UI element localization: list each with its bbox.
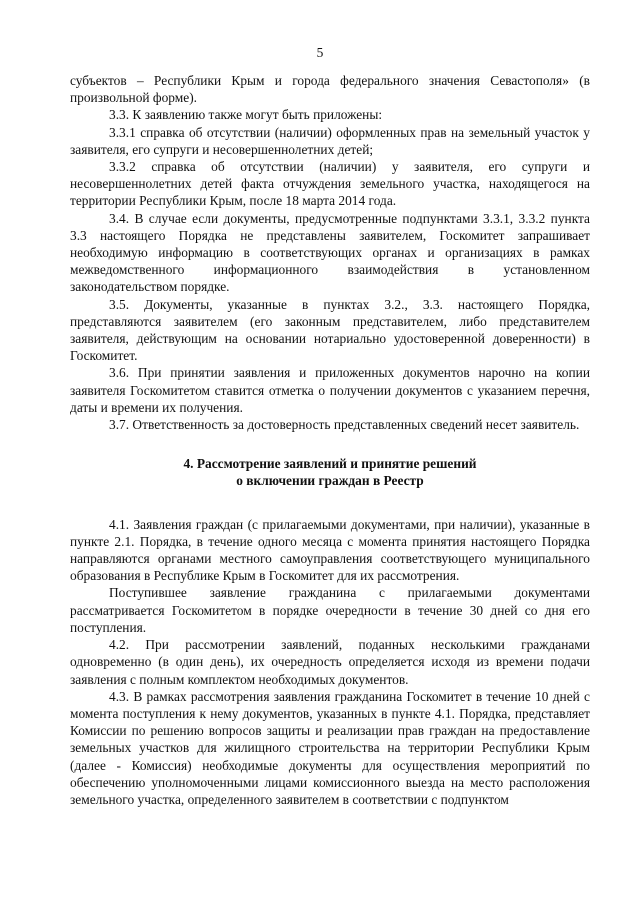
paragraph: субъектов – Республики Крым и города федерального значения Севастополя» (в произвольной форме). [70, 73, 590, 106]
paragraph: 3.4. В случае если документы, предусмотренные подпунктами 3.3.1, 3.3.2 пункта 3.3 настоящего Порядка не представлены заявителем, Госкомитет запрашивает необходимую информацию в соответствующих органах и организациях в рамках межведомственного информационного взаимодействия в установленном законодательством порядке. [70, 210, 590, 295]
paragraph: 3.3.2 справка об отсутствии (наличии) у заявителя, его супруги и несовершеннолетних детей факта отчуждения земельного участка, находящегося на территории Республики Крым, после 18 марта 2014 года. [70, 159, 590, 209]
paragraph: Поступившее заявление гражданина с прилагаемыми документами рассматривается Госкомитетом в порядке очередности в течение 30 дней со дня его поступления. [70, 585, 590, 635]
paragraph: 3.3.1 справка об отсутствии (наличии) оформленных прав на земельный участок у заявителя, его супруги и несовершеннолетних детей; [70, 124, 590, 157]
paragraph: 3.3. К заявлению также могут быть приложены: [109, 107, 383, 123]
section-4-heading [70, 455, 590, 489]
document-body [70, 72, 590, 808]
section-4-heading-line-1: 4. Рассмотрение заявлений и принятие решений [183, 456, 477, 472]
paragraph: 3.6. При принятии заявления и приложенных документов нарочно на копии заявителя Госкомитетом ставится отметка о получении документов с указанием перечня, даты и времени их получения. [70, 365, 590, 415]
section-3-text [70, 72, 590, 433]
paragraph: 3.5. Документы, указанные в пунктах 3.2., 3.3. настоящего Порядка, представляются заявителем (его законным представителем, либо представителем заявителя, действующим на основании нотариально удостоверенной доверенности) в Госкомитет. [70, 296, 590, 364]
paragraph: 4.3. В рамках рассмотрения заявления гражданина Госкомитет в течение 10 дней с момента поступления к нему документов, указанных в пункте 4.1. Порядка, представляет Комиссии по решению вопросов защиты и реализации прав граждан на предоставление земельных участков для жилищного строительства на территории Республики Крым (далее - Комиссия) необходимые документы для осуществления мероприятий по обеспечению уполномоченными лицами комиссионного выезда на место расположения земельного участка, определенного заявителем в соответствии с подпунктом [70, 688, 590, 807]
section-4-heading-line-2: о включении граждан в Реестр [236, 473, 424, 489]
paragraph: 3.7. Ответственность за достоверность представленных сведений несет заявитель. [109, 417, 580, 433]
paragraph: 4.1. Заявления граждан (с прилагаемыми документами, при наличии), указанные в пункте 2.1. Порядка, в течение одного месяца с момента принятия настоящего Порядка направляются органами местного самоуправления соответствующего муниципального образования в Республике Крым в Госкомитет для их рассмотрения. [70, 516, 590, 584]
page-number: 5 [316, 45, 324, 60]
section-4-text [70, 516, 590, 808]
paragraph: 4.2. При рассмотрении заявлений, поданных несколькими гражданами одновременно (в один день), их очередность определяется исходя из времени подачи заявления с полным комплектом необходимых документов. [70, 637, 590, 687]
